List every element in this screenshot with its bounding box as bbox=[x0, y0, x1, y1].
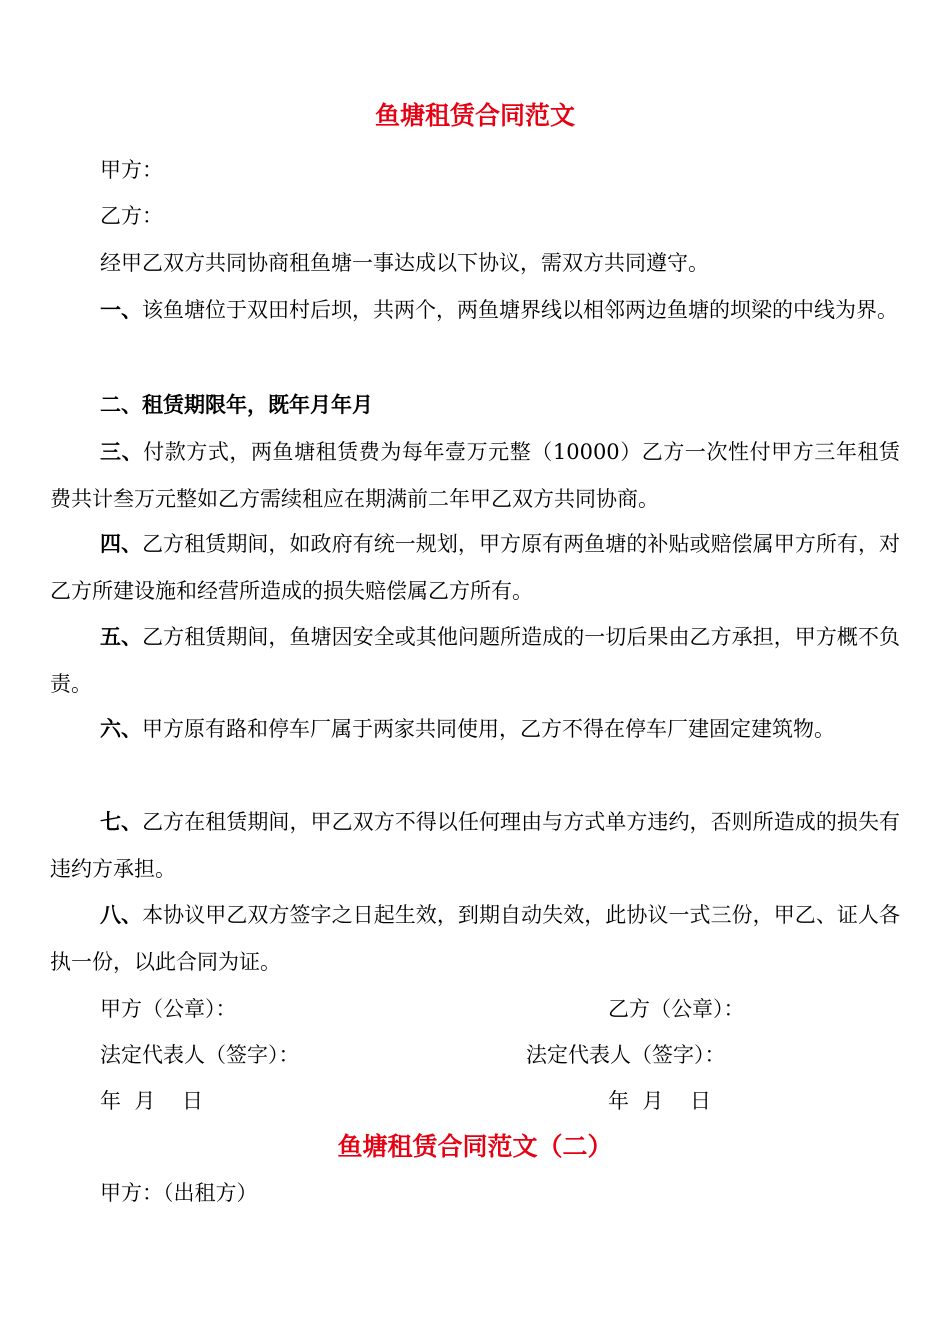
party-a-date: 年 月 日 bbox=[100, 1089, 204, 1113]
party-a-label: 甲方： bbox=[100, 158, 163, 182]
party-a-lessor-label: 甲方：（出租方） bbox=[100, 1181, 258, 1205]
clause-number: 五、 bbox=[100, 624, 143, 649]
clause-number: 四、 bbox=[100, 531, 143, 556]
clause-text: 乙方租赁期间，如政府有统一规划，甲方原有两鱼塘的补贴或赔偿属甲方所有，对乙方所建设施和经营所造成的损失赔偿属乙方所有。 bbox=[50, 532, 900, 603]
document-title-2: 鱼塘租赁合同范文（二） bbox=[337, 1132, 613, 1161]
party-b-date: 年 月 日 bbox=[608, 1089, 712, 1113]
clause-text: 付款方式，两鱼塘租赁费为每年壹万元整（10000）乙方一次性付甲方三年租赁费共计叁万元整如乙方需续租应在期满前二年甲乙双方共同协商。 bbox=[50, 440, 901, 511]
document-title: 鱼塘租赁合同范文 bbox=[374, 101, 575, 130]
clause-number: 八、 bbox=[100, 902, 143, 927]
clause-text: 该鱼塘位于双田村后坝，共两个，两鱼塘界线以相邻两边鱼塘的坝梁的中线为界。 bbox=[142, 298, 898, 322]
party-b-representative: 法定代表人（签字）： bbox=[526, 1043, 726, 1067]
party-b-seal: 乙方（公章）： bbox=[608, 997, 745, 1021]
clause-number: 一、 bbox=[100, 297, 142, 322]
clause-text: 乙方租赁期间，鱼塘因安全或其他问题所造成的一切后果由乙方承担，甲方概不负责。 bbox=[50, 625, 900, 696]
clause-2 bbox=[50, 381, 900, 428]
clause-number: 二、 bbox=[100, 392, 142, 417]
clause-1 bbox=[50, 286, 900, 334]
clause-text: 本协议甲乙双方签字之日起生效，到期自动失效，此协议一式三份，甲乙、证人各执一份，以此合同为证。 bbox=[50, 903, 900, 974]
clause-7 bbox=[50, 798, 900, 893]
party-b-label: 乙方： bbox=[100, 204, 163, 228]
clause-number: 六、 bbox=[100, 716, 142, 741]
clause-4 bbox=[50, 520, 900, 615]
clause-number: 七、 bbox=[100, 809, 143, 834]
clause-text: 甲方原有路和停车厂属于两家共同使用，乙方不得在停车厂建固定建筑物。 bbox=[142, 717, 835, 741]
clause-3 bbox=[50, 428, 900, 523]
intro-paragraph: 经甲乙双方共同协商租鱼塘一事达成以下协议，需双方共同遵守。 bbox=[100, 251, 709, 275]
clause-5 bbox=[50, 613, 900, 708]
clause-text: 租赁期限年，既年月年月 bbox=[142, 392, 373, 417]
party-a-seal: 甲方（公章）： bbox=[100, 997, 237, 1021]
clause-text: 乙方在租赁期间，甲乙双方不得以任何理由与方式单方违约，否则所造成的损失有违约方承担。 bbox=[50, 810, 900, 881]
clause-number: 三、 bbox=[100, 439, 144, 464]
clause-6 bbox=[50, 705, 900, 753]
party-a-representative: 法定代表人（签字）： bbox=[100, 1043, 300, 1067]
clause-8 bbox=[50, 891, 900, 986]
